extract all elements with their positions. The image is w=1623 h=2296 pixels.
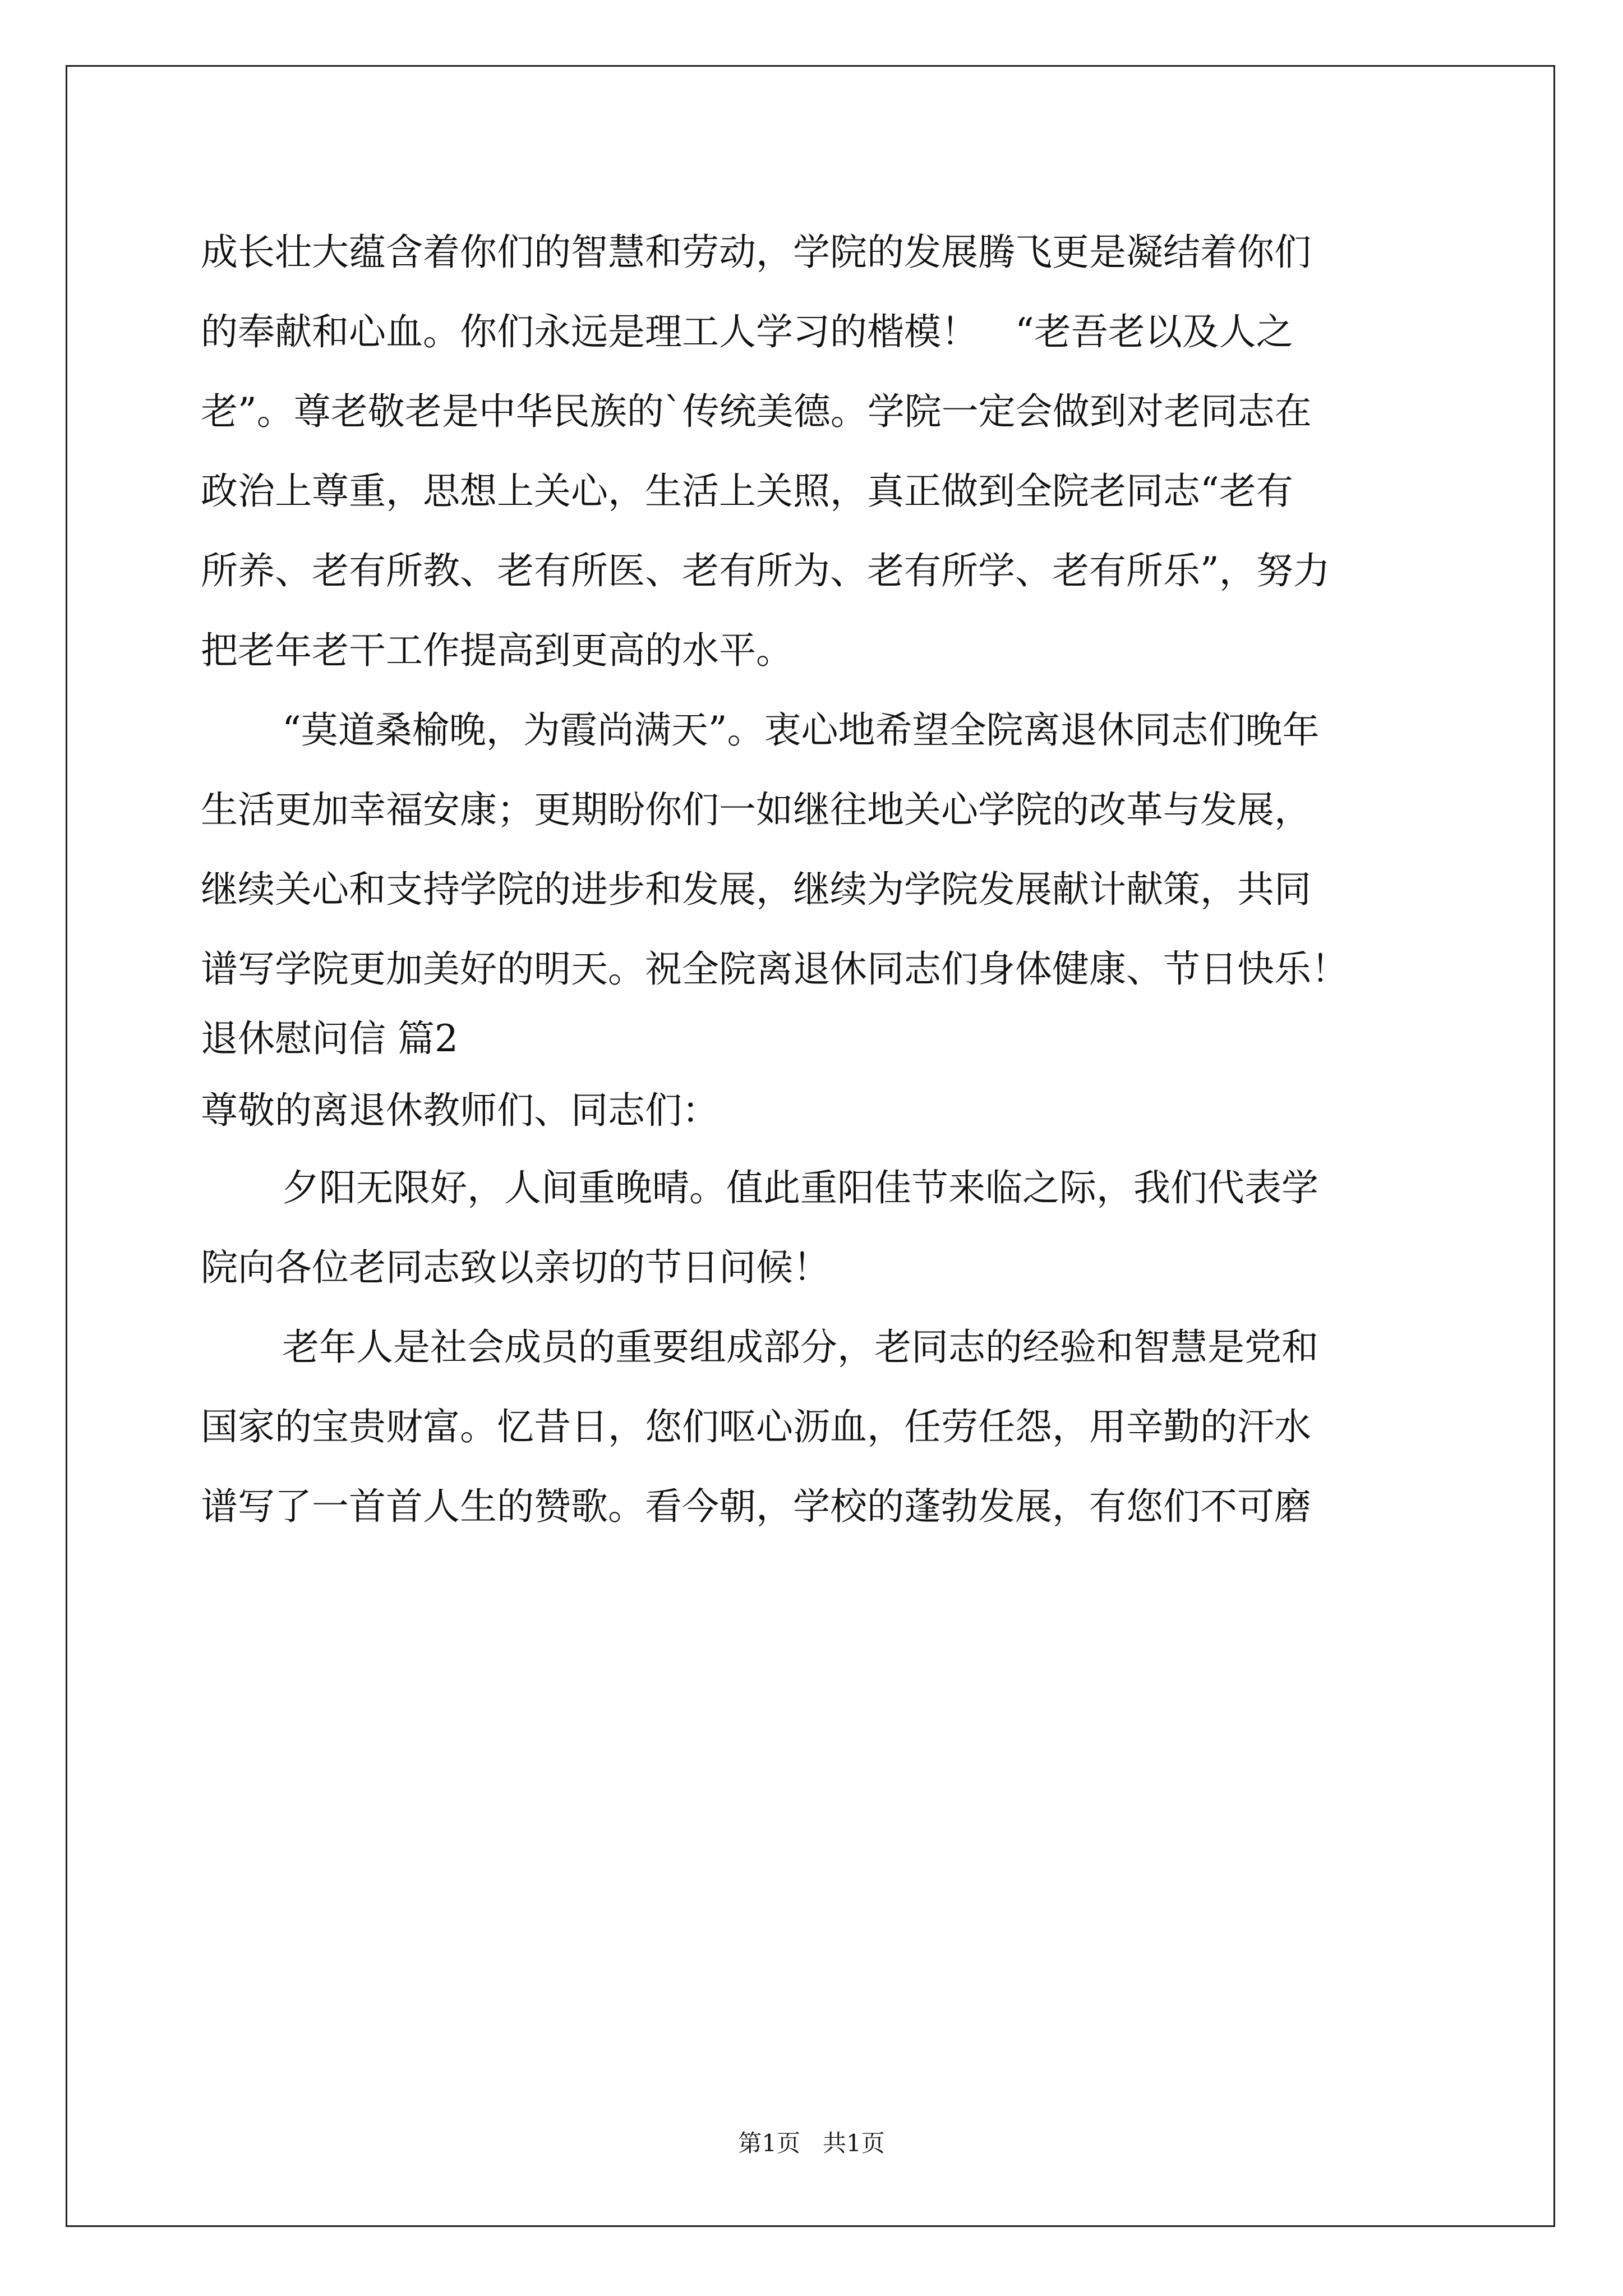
body-text-line: 把老年老干工作提高到更高的水平。 xyxy=(201,629,793,672)
body-text-line: 院向各位老同志致以亲切的节日问候！ xyxy=(201,1246,830,1289)
body-text-line: 老”。尊老敬老是中华民族的`传统美德。学院一定会做到对老同志在 xyxy=(201,390,1312,433)
section-heading: 退休慰问信 篇2 xyxy=(201,1017,458,1060)
body-text-line: 谱写了一首首人生的赞歌。看今朝，学校的蓬勃发展，有您们不可磨 xyxy=(201,1485,1311,1528)
body-text-line: 谱写学院更加美好的明天。祝全院离退休同志们身体健康、节日快乐！ xyxy=(201,947,1348,991)
page-footer xyxy=(0,2128,1623,2159)
body-text-line: 成长壮大蕴含着你们的智慧和劳动，学院的发展腾飞更是凝结着你们 xyxy=(201,231,1311,274)
body-text-line: 继续关心和支持学院的进步和发展，继续为学院发展献计献策，共同 xyxy=(201,868,1311,911)
body-text-line: 政治上尊重，思想上关心，生活上关照，真正做到全院老同志“老有 xyxy=(201,470,1293,513)
body-text-line: 所养、老有所教、老有所医、老有所为、老有所学、老有所乐”，努力 xyxy=(201,549,1330,592)
paragraph-first-line: 老年人是社会成员的重要组成部分，老同志的经验和智慧是党和 xyxy=(282,1326,1318,1369)
paragraph-first-line: 夕阳无限好，人间重晚晴。值此重阳佳节来临之际，我们代表学 xyxy=(282,1166,1318,1209)
salutation-line: 尊敬的离退休教师们、同志们： xyxy=(201,1089,719,1132)
paragraph-first-line: “莫道桑榆晚，为霞尚满天”。衷心地希望全院离退休同志们晚年 xyxy=(282,708,1320,752)
body-text-line: 的奉献和心血。你们永远是理工人学习的楷模！ “老吾老以及人之 xyxy=(201,310,1293,353)
page-total: 共1页 xyxy=(823,2129,885,2157)
body-text-line: 生活更加幸福安康；更期盼你们一如继往地关心学院的改革与发展， xyxy=(201,788,1311,831)
page-number: 第1页 xyxy=(738,2129,800,2157)
body-text-line: 国家的宝贵财富。忆昔日，您们呕心沥血，任劳任怨，用辛勤的汗水 xyxy=(201,1405,1311,1448)
